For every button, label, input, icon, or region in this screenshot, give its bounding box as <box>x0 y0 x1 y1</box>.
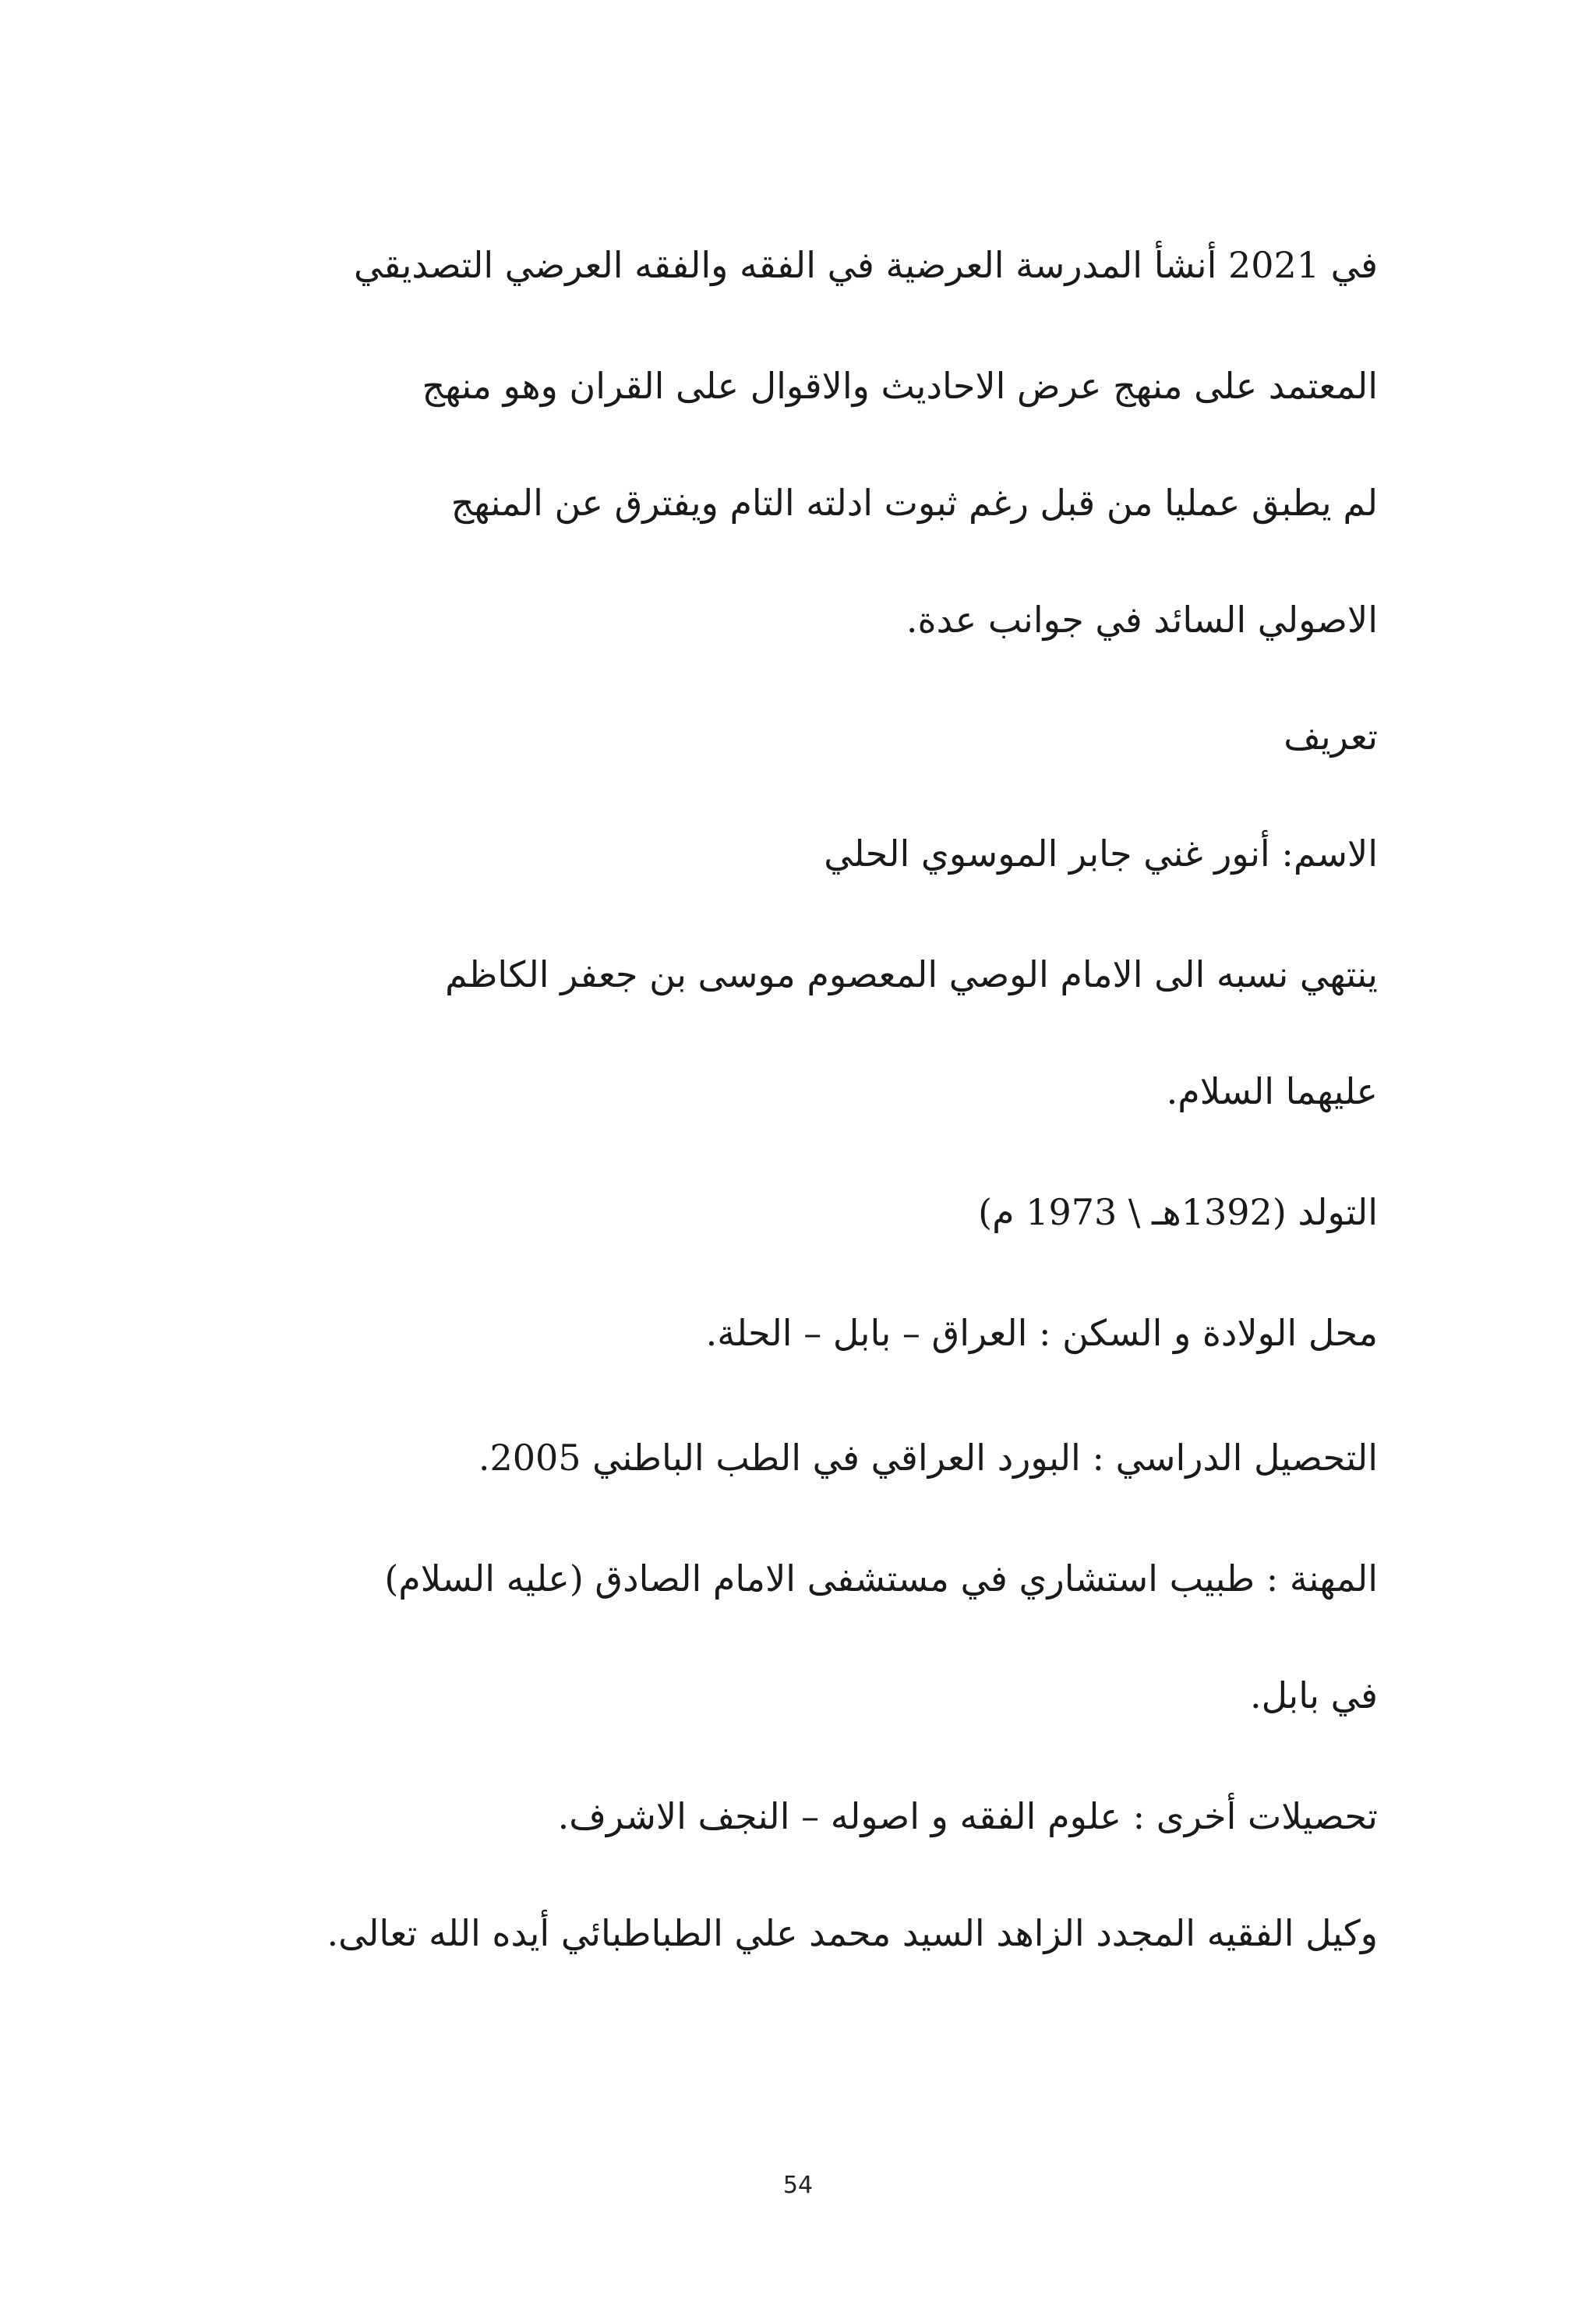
paragraph1-line2: المعتمد على منهج عرض الاحاديث والاقوال على القران وهو منهج <box>422 365 1378 407</box>
section-heading: تعريف <box>1284 716 1378 758</box>
education-line: التحصيل الدراسي : البورد العراقي في الطب الباطني 2005. <box>478 1437 1378 1479</box>
profession-line2: في بابل. <box>1249 1674 1378 1716</box>
other-studies-line: تحصيلات أخرى : علوم الفقه و اصوله – النجف الاشرف. <box>557 1795 1378 1837</box>
lineage-line2: عليهما السلام. <box>1166 1070 1378 1112</box>
lineage-line1: ينتهي نسبه الى الامام الوصي المعصوم موسى بن جعفر الكاظم <box>445 953 1378 995</box>
agent-line: وكيل الفقيه المجدد الزاهد السيد محمد علي الطباطبائي أيده الله تعالى. <box>327 1912 1378 1954</box>
birthplace-line: محل الولادة و السكن : العراق – بابل – الحلة. <box>705 1312 1378 1354</box>
paragraph1-line4: الاصولي السائد في جوانب عدة. <box>906 599 1378 641</box>
birth-line: التولد (1392هـ \ 1973 م) <box>978 1191 1378 1233</box>
paragraph1-line1: في 2021 أنشأ المدرسة العرضية في الفقه والفقه العرضي التصديقي <box>354 244 1378 286</box>
page-number: 54 <box>782 2172 814 2199</box>
name-line: الاسم: أنور غني جابر الموسوي الحلي <box>824 833 1378 875</box>
paragraph1-line3: لم يطبق عمليا من قبل رغم ثبوت ادلته التام ويفترق عن المنهج <box>450 482 1378 524</box>
profession-line1: المهنة : طبيب استشاري في مستشفى الامام الصادق (عليه السلام) <box>384 1557 1378 1600</box>
